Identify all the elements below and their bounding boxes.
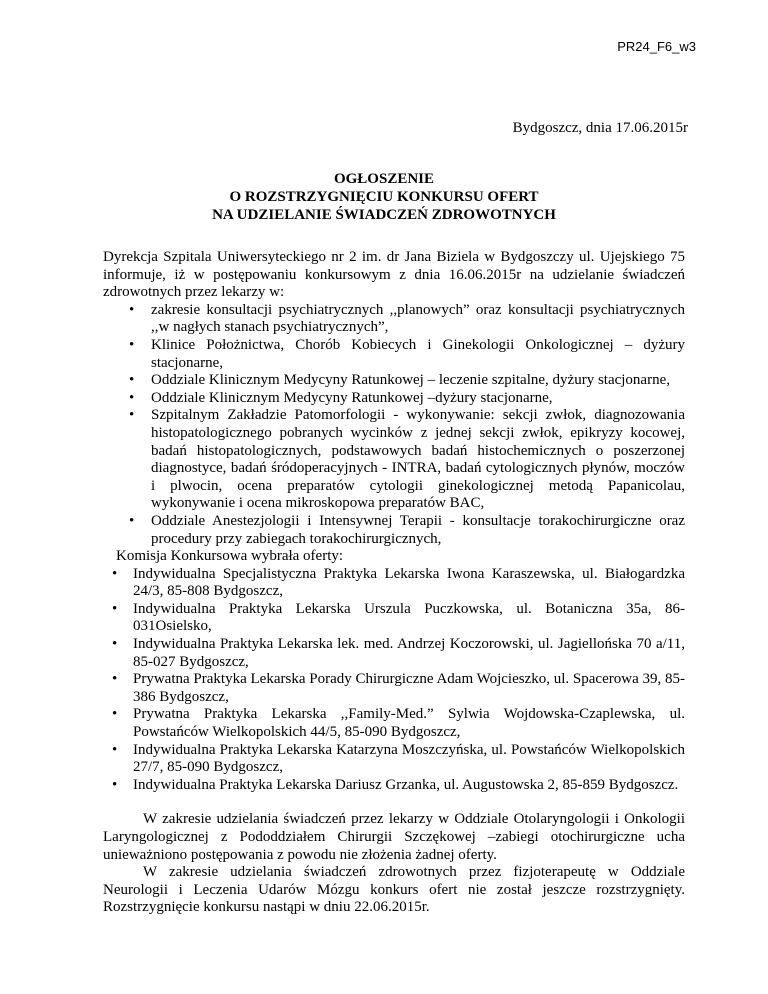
offer-item: • Indywidualna Praktyka Lekarska Urszula Puczkowska, ul. Botaniczna 35a, 86-031Osielsko, <box>133 601 685 636</box>
note-paragraph-2: W zakresie udzielania świadczeń zdrowotnych przez fizjoterapeutę w Oddziale Neurologii i Leczenia Udarów Mózgu konkurs ofert nie został jeszcze rozstrzygnięty. Rozstrzygnięcie konkursu nastąpi w dniu 22.06.2015r. <box>103 864 685 916</box>
ward-item: • Oddziale Anestezjologii i Intensywnej Terapii - konsultacje torakochirurgiczne oraz procedury przy zabiegach torakochirurgicznych, <box>151 513 685 548</box>
ward-list <box>103 302 685 548</box>
ward-item: • Szpitalnym Zakładzie Patomorfologii - wykonywanie: sekcji zwłok, diagnozowania histopatologicznego pobranych wycinków z jednej sekcji zwłok, epikryzy kocowej, badań histopatologicznych, podstawowych badań histochemicznych o poszerzonej diagnostyce, badań śródoperacyjnych - INTRA, badań cytologicznych płynów, moczów i plwocin, ocena preparatów cytologii ginekologicznej metodą Papanicolau, wykonywanie i ocena mikroskopowa preparatów BAC, <box>151 407 685 513</box>
document-title <box>0 170 768 224</box>
offer-item: • Indywidualna Specjalistyczna Praktyka Lekarska Iwona Karaszewska, ul. Białogardzka 24/3, 85-808 Bydgoszcz, <box>133 566 685 601</box>
document-body <box>103 249 685 917</box>
title-line-2: O ROZSTRZYGNIĘCIU KONKURSU OFERT <box>229 189 539 205</box>
offer-item: • Indywidualna Praktyka Lekarska Katarzyna Moszczyńska, ul. Powstańców Wielkopolskich 27/7, 85-090 Bydgoszcz, <box>133 742 685 777</box>
offer-item: • Indywidualna Praktyka Lekarska Dariusz Grzanka, ul. Augustowska 2, 85-859 Bydgoszcz. <box>133 777 685 795</box>
offer-item: • Indywidualna Praktyka Lekarska lek. med. Andrzej Koczorowski, ul. Jagiellońska 70 a/11, 85-027 Bydgoszcz, <box>133 636 685 671</box>
title-line-1: OGŁOSZENIE <box>333 171 435 187</box>
offer-item: • Prywatna Praktyka Lekarska Porady Chirurgiczne Adam Wojcieszko, ul. Spacerowa 39, 85-386 Bydgoszcz, <box>133 671 685 706</box>
ward-item: • Oddziale Klinicznym Medycyny Ratunkowej –dyżury stacjonarne, <box>151 390 685 408</box>
document-id: PR24_F6_w3 <box>617 39 696 54</box>
offer-item: • Prywatna Praktyka Lekarska ,,Family-Med.” Sylwia Wojdowska-Czaplewska, ul. Powstańców Wielkopolskich 44/5, 85-090 Bydgoszcz, <box>133 706 685 741</box>
commission-line: Komisja Konkursowa wybrała oferty: <box>116 548 344 565</box>
ward-item: • zakresie konsultacji psychiatrycznych ,,planowych” oraz konsultacji psychiatrycznych ,,w nagłych stanach psychiatrycznych”, <box>151 302 685 337</box>
note-paragraph-1: W zakresie udzielania świadczeń przez lekarzy w Oddziale Otolaryngologii i Onkologii Laryngologicznej z Pododdziałem Chirurgii Szczękowej –zabiegi otochirurgiczne ucha unieważniono postępowania z powodu nie złożenia żadnej oferty. <box>103 811 685 863</box>
title-line-3: NA UDZIELANIE ŚWIADCZEŃ ZDROWOTNYCH <box>212 207 556 223</box>
ward-item: • Oddziale Klinicznym Medycyny Ratunkowej – leczenie szpitalne, dyżury stacjonarne, <box>151 372 685 390</box>
ward-item: • Klinice Położnictwa, Chorób Kobiecych i Ginekologii Onkologicznej – dyżury stacjonarne, <box>151 337 685 372</box>
date-line: Bydgoszcz, dnia 17.06.2015r <box>512 120 688 136</box>
offer-list <box>103 566 685 795</box>
intro-paragraph: Dyrekcja Szpitala Uniwersyteckiego nr 2 im. dr Jana Biziela w Bydgoszczy ul. Ujejskiego 75 informuje, iż w postępowaniu konkursowym z dnia 16.06.2015r na udzielanie świadczeń zdrowotnych przez lekarzy w: <box>103 249 685 301</box>
